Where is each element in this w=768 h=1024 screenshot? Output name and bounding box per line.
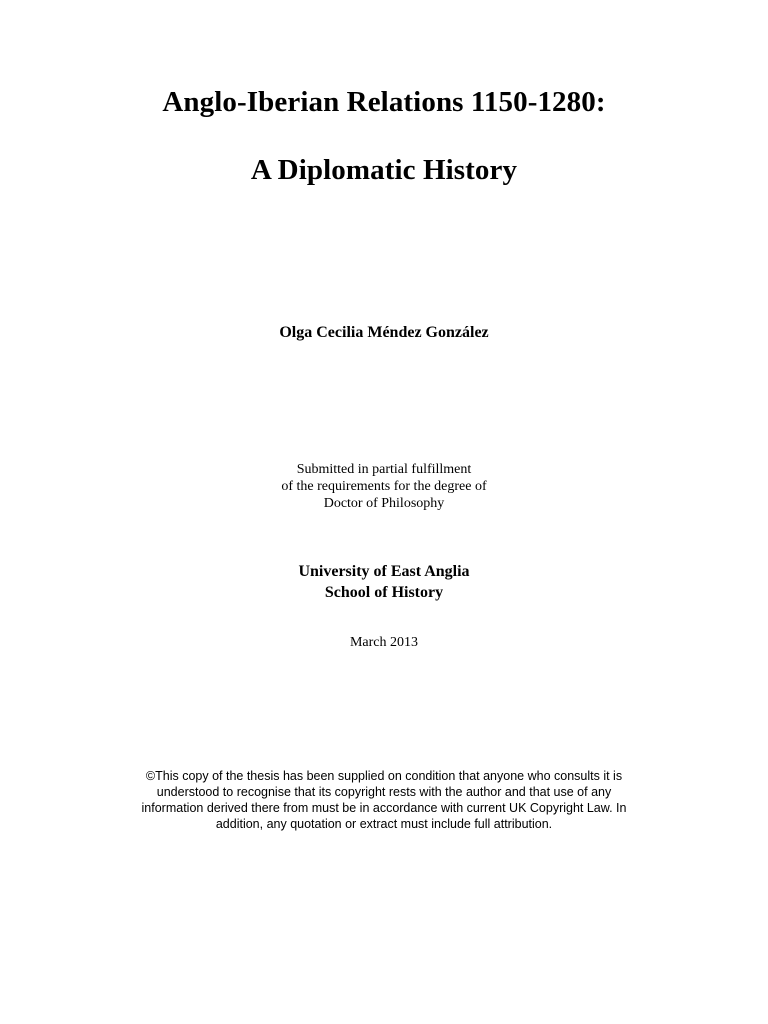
submission-date: March 2013 (349, 635, 419, 650)
copyright-line-1: ©This copy of the thesis has been supplied on condition that anyone who consults it is (145, 769, 623, 783)
submission-line-2: of the requirements for the degree of (281, 479, 487, 494)
submission-line-3: Doctor of Philosophy (323, 496, 445, 511)
author-name: Olga Cecilia Méndez González (279, 324, 489, 341)
school-name: School of History (324, 584, 444, 601)
title-line-1: Anglo-Iberian Relations 1150-1280: (162, 86, 606, 118)
copyright-line-3: information derived there from must be in accordance with current UK Copyright Law. In (141, 801, 627, 815)
submission-line-1: Submitted in partial fulfillment (296, 462, 472, 477)
copyright-notice (110, 768, 658, 832)
university-name: University of East Anglia (298, 563, 470, 580)
copyright-line-2: understood to recognise that its copyright rests with the author and that use of any (156, 785, 612, 799)
title-line-2: A Diplomatic History (250, 154, 518, 186)
copyright-line-4: addition, any quotation or extract must include full attribution. (215, 817, 553, 831)
